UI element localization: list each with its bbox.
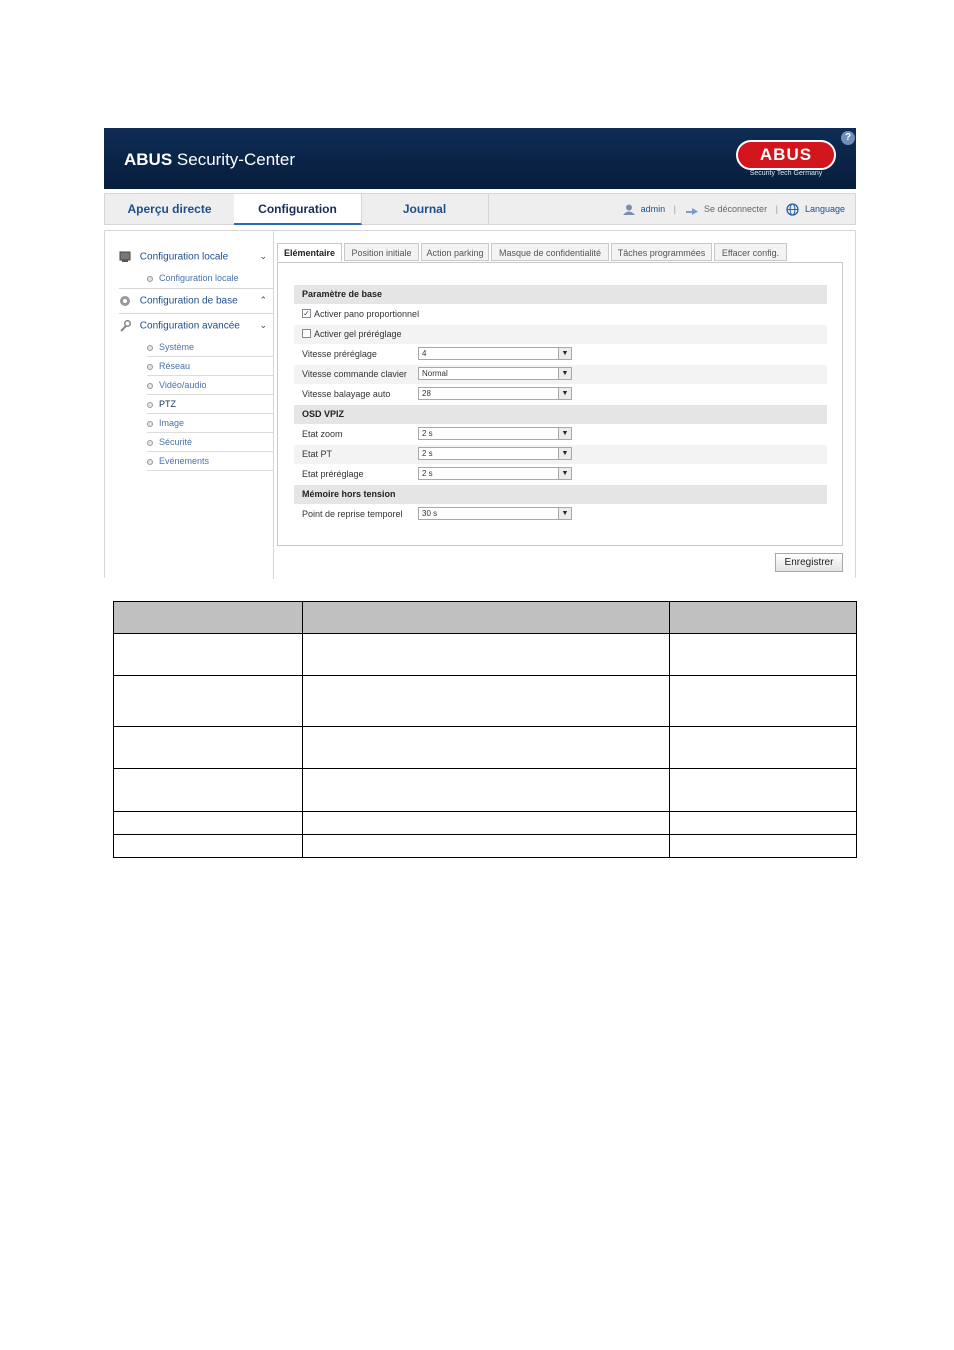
dropdown-arrow-icon: ▼ [558,368,571,379]
sidebar-advanced-config[interactable]: Configuration avancée ⌄ [119,320,269,332]
sidebar-item-ptz[interactable]: PTZ [147,395,273,414]
bullet-icon [147,440,153,446]
tab-scheduled-tasks[interactable]: Tâches programmées [611,243,712,261]
user-name[interactable]: admin [640,204,666,214]
content-area [277,231,845,579]
sidebar-item-network[interactable]: Réseau [147,357,273,376]
table-header-row [114,602,857,634]
auto-scan-speed-select[interactable]: 28 ▼ [418,387,572,400]
dropdown-arrow-icon: ▼ [558,428,571,439]
tab-initial-position[interactable]: Position initiale [344,243,419,261]
sidebar-item-system[interactable]: Système [147,338,273,357]
tab-journal[interactable]: Journal [361,194,489,224]
table-row [114,835,857,858]
app-title: ABUS Security-Center [124,150,295,169]
description-table [113,601,857,858]
keyboard-speed-select[interactable]: Normal ▼ [418,367,572,380]
preset-speed-row: Vitesse préréglage 4 ▼ [294,345,827,364]
chevron-up-icon: ⌃ [259,295,267,305]
tab-basic[interactable]: Elémentaire [277,243,342,262]
preset-freeze-checkbox[interactable] [302,329,311,338]
sidebar-item-events[interactable]: Evénements [147,452,273,471]
sidebar-item-security[interactable]: Sécurité [147,433,273,452]
security-center-window [104,128,856,578]
tab-configuration[interactable]: Configuration [234,194,362,225]
zoom-state-row: Etat zoom 2 s ▼ [294,425,827,444]
bullet-icon [147,459,153,465]
bullet-icon [147,345,153,351]
gear-icon [119,295,131,307]
dropdown-arrow-icon: ▼ [558,508,571,519]
section-power-memory: Mémoire hors tension [294,485,827,504]
dropdown-arrow-icon: ▼ [558,388,571,399]
preset-speed-select[interactable]: 4 ▼ [418,347,572,360]
tab-park-action[interactable]: Action parking [421,243,489,261]
sidebar-base-config[interactable]: Configuration de base ⌃ [119,295,269,307]
user-icon [623,204,635,215]
help-icon[interactable]: ? [841,131,855,145]
config-body [104,230,856,578]
tab-privacy-mask[interactable]: Masque de confidentialité [491,243,609,261]
dropdown-arrow-icon: ▼ [558,448,571,459]
bullet-icon [147,383,153,389]
dropdown-arrow-icon: ▼ [558,468,571,479]
resume-point-select[interactable]: 30 s ▼ [418,507,572,520]
abus-logo: ABUS [736,140,836,170]
app-header [104,128,856,189]
bullet-icon [147,402,153,408]
language-link[interactable]: Language [804,204,845,214]
bullet-icon [147,276,153,282]
sidebar-local-config[interactable]: Configuration locale ⌄ [119,251,269,263]
wrench-icon [119,320,131,332]
pt-state-select[interactable]: 2 s ▼ [418,447,572,460]
sidebar [105,231,274,579]
chevron-down-icon: ⌄ [259,320,267,330]
proportional-pan-checkbox[interactable]: ✓ [303,309,310,319]
logout-link[interactable]: Se déconnecter [704,204,768,214]
proportional-pan-row: ✓ Activer pano proportionnel [303,309,420,319]
pt-state-row: Etat PT 2 s ▼ [294,445,827,464]
zoom-state-select[interactable]: 2 s ▼ [418,427,572,440]
table-row [114,634,857,676]
chevron-down-icon: ⌄ [259,251,267,261]
section-osd: OSD VPIZ [294,405,827,424]
tab-clear-config[interactable]: Effacer config. [714,243,787,261]
logo-subtitle: Security Tech Germany [749,170,823,177]
dropdown-arrow-icon: ▼ [558,348,571,359]
auto-scan-speed-row: Vitesse balayage auto 28 ▼ [294,385,827,404]
section-basic-params: Paramètre de base [294,285,827,304]
logout-icon [685,205,699,215]
monitor-icon [119,251,131,263]
table-row [114,676,857,727]
preset-state-row: Etat préréglage 2 s ▼ [294,465,827,484]
main-nav [104,193,856,225]
resume-point-row: Point de reprise temporel 30 s ▼ [294,505,827,524]
table-row [114,812,857,835]
keyboard-speed-row: Vitesse commande clavier Normal ▼ [294,365,827,384]
save-button[interactable]: Enregistrer [775,553,843,572]
table-row [114,727,857,769]
preset-state-select[interactable]: 2 s ▼ [418,467,572,480]
bullet-icon [147,421,153,427]
user-bar: admin | Se déconnecter | Language [623,194,845,224]
bullet-icon [147,364,153,370]
sidebar-item-local-config[interactable]: Configuration locale [147,269,273,287]
tab-live-view[interactable]: Aperçu directe [105,194,235,224]
sidebar-item-image[interactable]: Image [147,414,273,433]
settings-panel [277,262,843,546]
sidebar-item-video-audio[interactable]: Vidéo/audio [147,376,273,395]
preset-freeze-row: Activer gel préréglage [294,325,827,344]
table-row [114,769,857,812]
globe-icon [786,203,799,216]
